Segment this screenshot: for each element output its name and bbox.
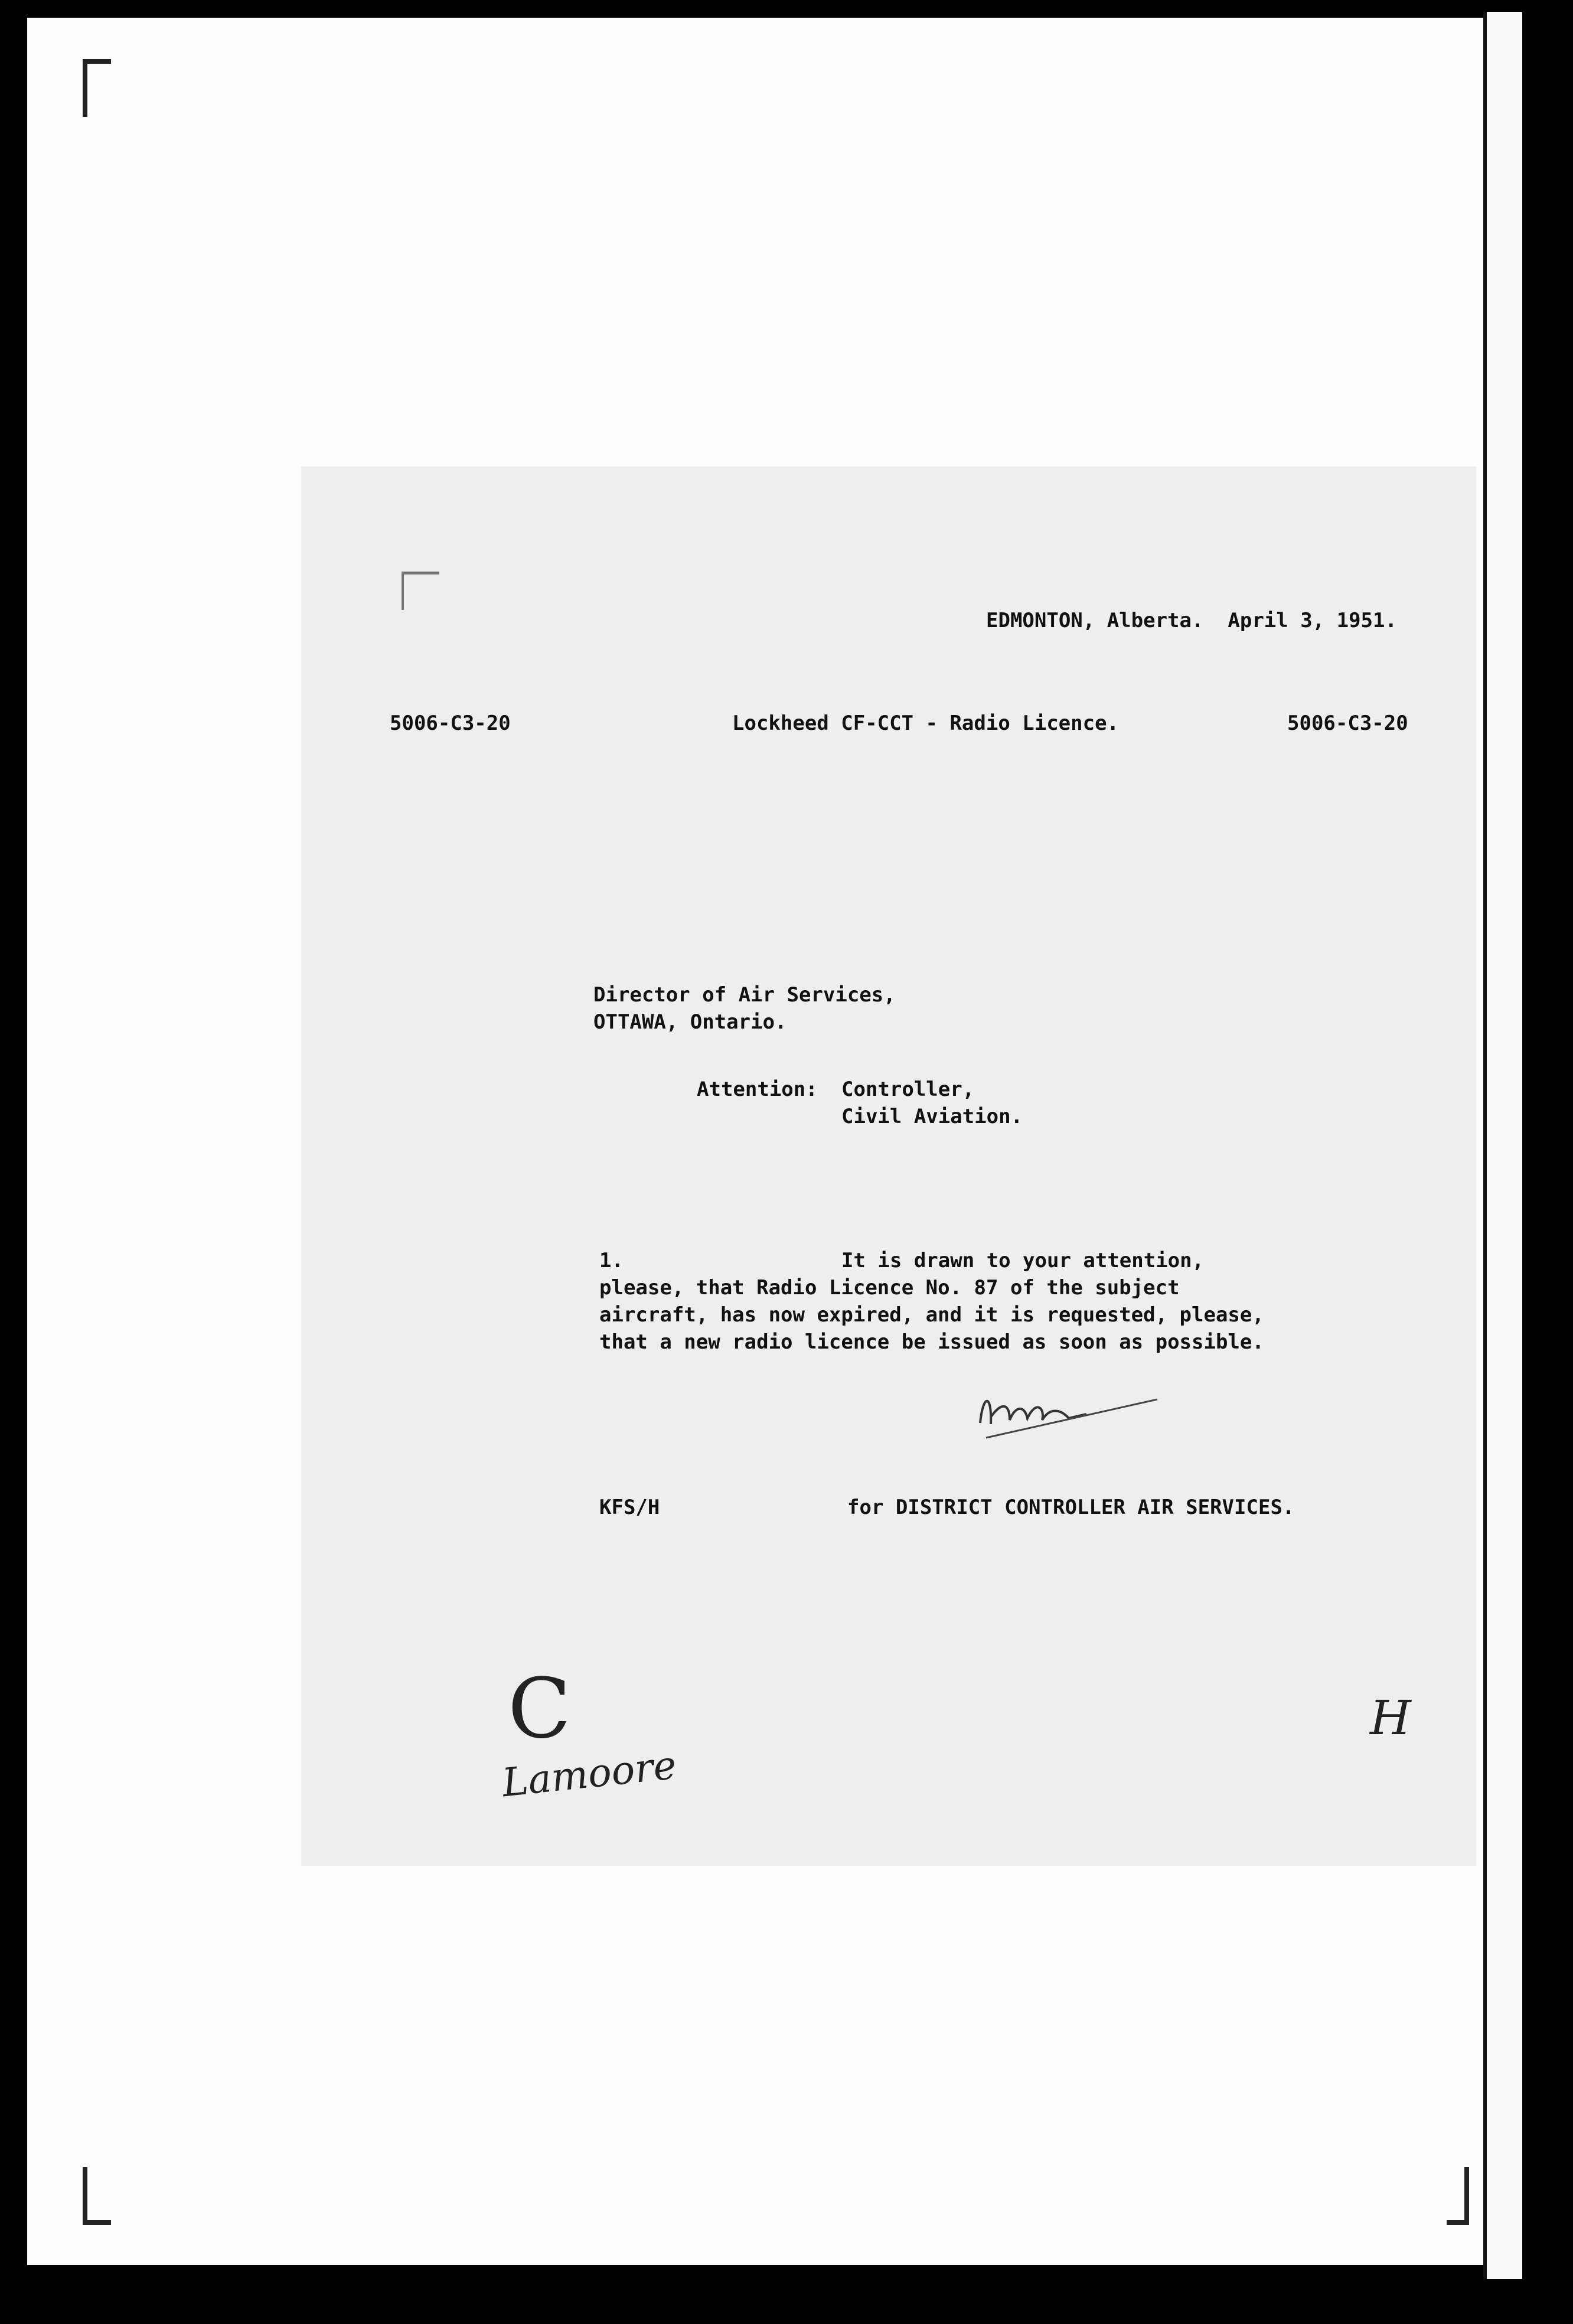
sign-off: for DISTRICT CONTROLLER AIR SERVICES. xyxy=(847,1496,1295,1519)
binding-strip xyxy=(1483,12,1522,2279)
paragraph-number: 1. xyxy=(599,1249,624,1272)
body-line-4: that a new radio licence be issued as soon as possible. xyxy=(599,1330,1264,1354)
body-line-3: aircraft, has now expired, and it is requested, please, xyxy=(599,1303,1264,1327)
body-line-1: It is drawn to your attention, xyxy=(841,1249,1205,1272)
handwritten-c: C xyxy=(508,1661,572,1757)
attention-line-2: Civil Aviation. xyxy=(841,1105,1023,1128)
letter-page xyxy=(301,466,1476,1866)
addressee-line-1: Director of Air Services, xyxy=(593,983,896,1007)
paper-clip-mark xyxy=(402,572,439,610)
crop-mark-bottom-right xyxy=(1447,2167,1469,2225)
attention-label: Attention: xyxy=(697,1078,818,1101)
crop-mark-top-left xyxy=(83,59,111,117)
crop-mark-bottom-left xyxy=(83,2167,111,2225)
file-ref-right: 5006-C3-20 xyxy=(1287,711,1408,735)
typist-initials: KFS/H xyxy=(599,1496,660,1519)
addressee-line-2: OTTAWA, Ontario. xyxy=(593,1010,787,1034)
handwritten-name: Lamoore xyxy=(500,1742,679,1806)
signature xyxy=(968,1382,1163,1452)
attention-line-1: Controller, xyxy=(841,1078,975,1101)
place-date: EDMONTON, Alberta. April 3, 1951. xyxy=(986,609,1397,632)
subject-line: Lockheed CF-CCT - Radio Licence. xyxy=(732,711,1120,735)
file-ref-left: 5006-C3-20 xyxy=(390,711,511,735)
body-line-2: please, that Radio Licence No. 87 of the subject xyxy=(599,1276,1180,1300)
handwritten-initials: H xyxy=(1370,1690,1411,1745)
